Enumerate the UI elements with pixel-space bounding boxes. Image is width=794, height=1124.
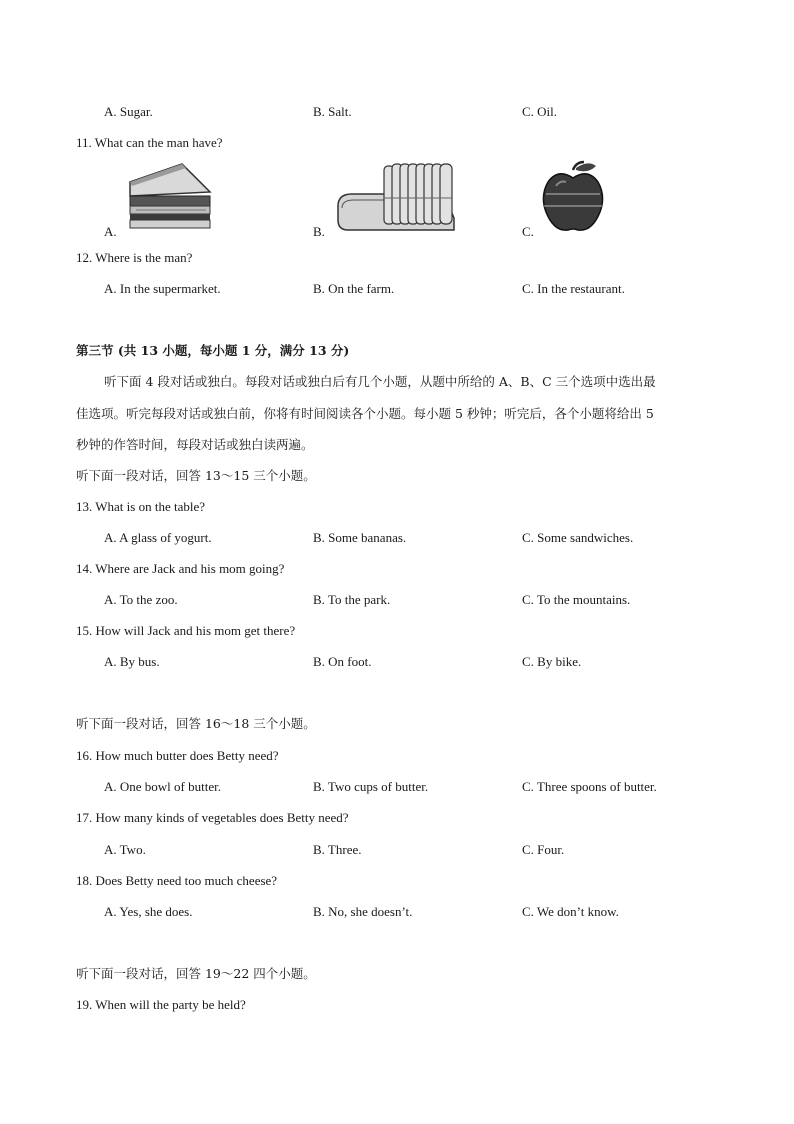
q13-option-c: C. Some sandwiches. xyxy=(522,530,634,545)
q15-option-b: B. On foot. xyxy=(313,654,372,669)
q16-option-b: B. Two cups of butter. xyxy=(313,779,429,794)
q13-option-b: B. Some bananas. xyxy=(313,530,407,545)
q18-option-a: A. Yes, she does. xyxy=(104,904,193,919)
q16-option-a: A. One bowl of butter. xyxy=(104,779,221,794)
q12-option-a: A. In the supermarket. xyxy=(104,281,221,296)
section3-heading: 第三节 (共 13 小题，每小题 1 分，满分 13 分) xyxy=(76,343,350,358)
q15-option-a: A. By bus. xyxy=(104,654,160,669)
q12-question: 12. Where is the man? xyxy=(76,250,193,265)
q14-question: 14. Where are Jack and his mom going? xyxy=(76,561,285,576)
q11-question: 11. What can the man have? xyxy=(76,135,223,150)
q14-option-a: A. To the zoo. xyxy=(104,592,178,607)
dialog3-intro: 听下面一段对话，回答 19～22 四个小题。 xyxy=(76,966,316,981)
q11-option-a: A. xyxy=(104,224,117,239)
sandwich-picture xyxy=(126,160,214,232)
q10-option-c: C. Oil. xyxy=(522,104,558,119)
q16-question: 16. How much butter does Betty need? xyxy=(76,748,279,763)
q15-question: 15. How will Jack and his mom get there? xyxy=(76,623,296,638)
dialog2-intro: 听下面一段对话，回答 16～18 三个小题。 xyxy=(76,716,316,731)
q13-question: 13. What is on the table? xyxy=(76,499,206,514)
section3-instructions-line2: 佳选项。听完每段对话或独白前，你将有时间阅读各个小题。每小题 5 秒钟；听完后，各个小题将给出 5 xyxy=(76,406,654,421)
q12-option-b: B. On the farm. xyxy=(313,281,395,296)
q18-option-c: C. We don’t know. xyxy=(522,904,619,919)
q17-option-c: C. Four. xyxy=(522,842,565,857)
q16-option-c: C. Three spoons of butter. xyxy=(522,779,657,794)
q18-question: 18. Does Betty need too much cheese? xyxy=(76,873,278,888)
q11-option-c: C. xyxy=(522,224,534,239)
q14-option-b: B. To the park. xyxy=(313,592,391,607)
q17-question: 17. How many kinds of vegetables does Betty need? xyxy=(76,810,349,825)
q14-option-c: C. To the mountains. xyxy=(522,592,631,607)
q12-option-c: C. In the restaurant. xyxy=(522,281,625,296)
q10-option-b: B. Salt. xyxy=(313,104,352,119)
q17-option-a: A. Two. xyxy=(104,842,146,857)
bread-loaf-picture xyxy=(334,158,464,238)
q17-option-b: B. Three. xyxy=(313,842,362,857)
q11-option-b: B. xyxy=(313,224,325,239)
q19-question: 19. When will the party be held? xyxy=(76,997,246,1012)
section3-instructions-line1: 听下面 4 段对话或独白。每段对话或独白后有几个小题，从题中所给的 A、B、C 三个选项中选出最 xyxy=(104,374,656,389)
q13-option-a: A. A glass of yogurt. xyxy=(104,530,212,545)
q18-option-b: B. No, she doesn’t. xyxy=(313,904,413,919)
apple-picture xyxy=(540,160,606,236)
q15-option-c: C. By bike. xyxy=(522,654,582,669)
section3-instructions-line3: 秒钟的作答时间，每段对话或独白读两遍。 xyxy=(76,437,314,452)
dialog1-intro: 听下面一段对话，回答 13～15 三个小题。 xyxy=(76,468,316,483)
q10-option-a: A. Sugar. xyxy=(104,104,153,119)
